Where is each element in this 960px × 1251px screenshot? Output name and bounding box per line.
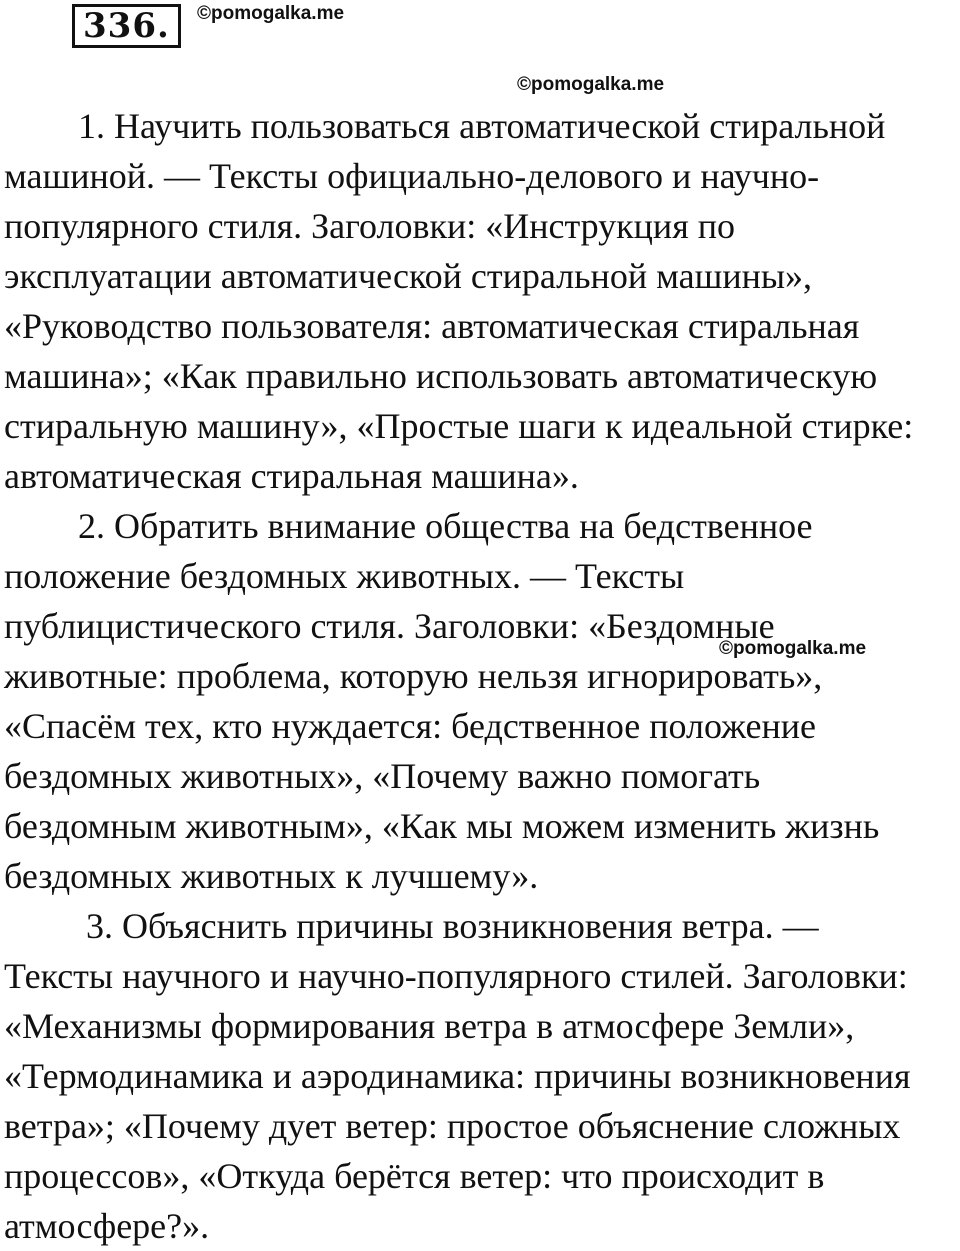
text-line: животные: проблема, которую нельзя игнорировать», [4,656,823,696]
text-line: автоматическая стиральная машина». [4,456,579,496]
task-number: 336. [72,4,181,48]
text-line: атмосфере?». [4,1206,210,1246]
text-line: публицистического стиля. Заголовки: «Бездомные [4,606,775,646]
text-line: процессов», «Откуда берётся ветер: что происходит в [4,1156,825,1196]
text-line: «Механизмы формирования ветра в атмосфере Земли», [4,1006,855,1046]
watermark: ©pomogalka.me [197,3,345,24]
text-line: машиной. — Тексты официально-делового и научно- [4,156,820,196]
text-line: бездомных животных к лучшему». [4,856,539,896]
text-line: бездомных животных», «Почему важно помогать [4,756,761,796]
text-line: ветра»; «Почему дует ветер: простое объяснение сложных [4,1106,901,1146]
text-line: «Спасём тех, кто нуждается: бедственное положение [4,706,816,746]
text-line: «Руководство пользователя: автоматическая стиральная [4,306,860,346]
text-line: Тексты научного и научно-популярного стилей. Заголовки: [4,956,908,996]
text-line: положение бездомных животных. — Тексты [4,556,685,596]
watermark: ©pomogalka.me [517,74,665,95]
watermark: ©pomogalka.me [719,638,867,659]
text-line: популярного стиля. Заголовки: «Инструкция по [4,206,736,246]
text-line: машина»; «Как правильно использовать автоматическую [4,356,878,396]
text-line: эксплуатации автоматической стиральной машины», [4,256,813,296]
text-line: 1. Научить пользоваться автоматической стиральной [78,106,886,146]
text-line: бездомным животным», «Как мы можем изменить жизнь [4,806,880,846]
text-line: «Термодинамика и аэродинамика: причины возникновения [4,1056,911,1096]
text-line: 3. Объяснить причины возникновения ветра. — [86,906,819,946]
text-line: стиральную машину», «Простые шаги к идеальной стирке: [4,406,914,446]
text-line: 2. Обратить внимание общества на бедственное [78,506,813,546]
